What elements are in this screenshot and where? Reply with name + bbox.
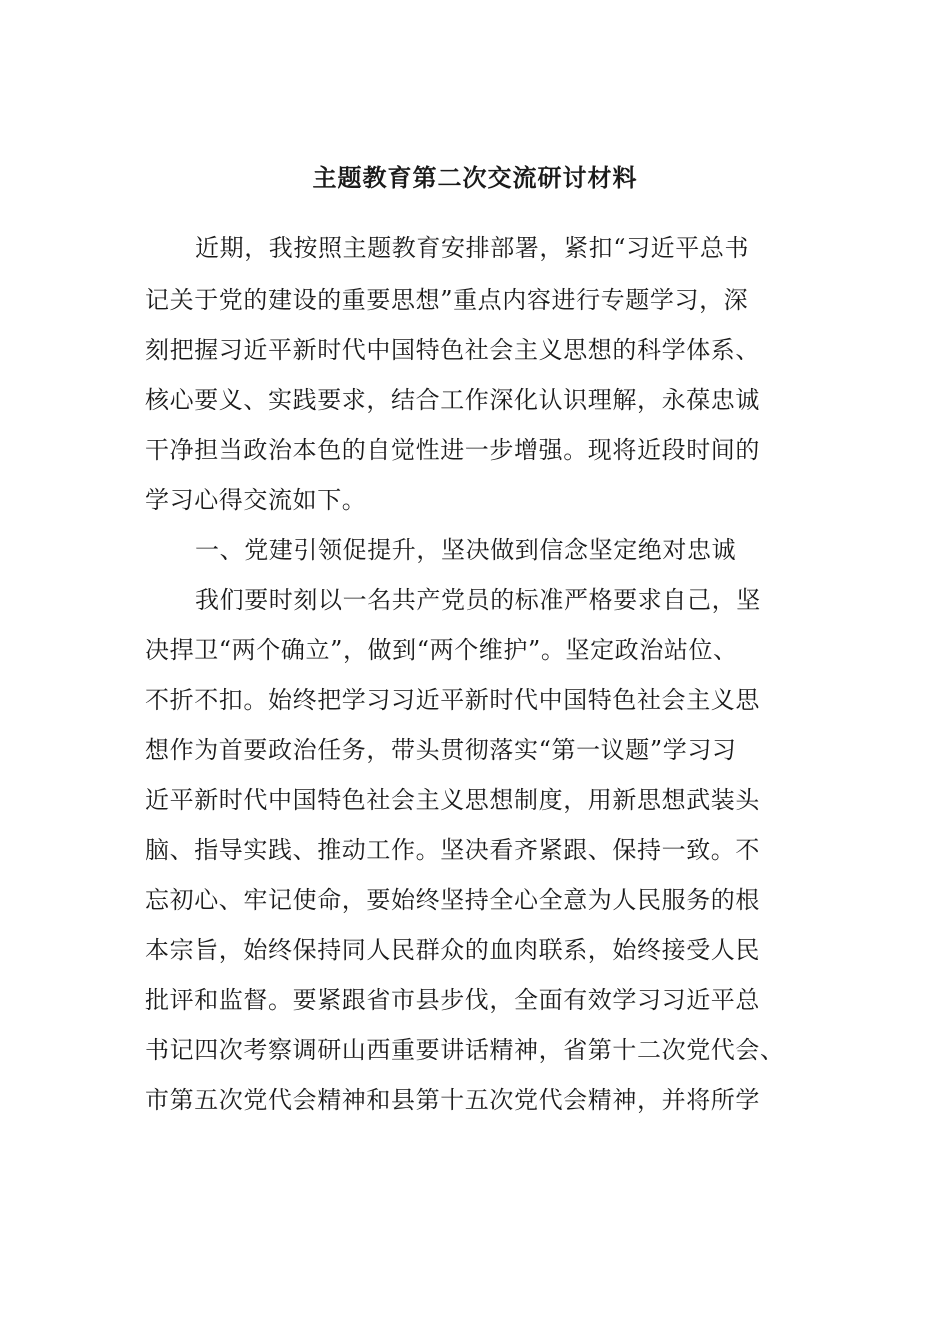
- paragraph-line: 想作为首要政治任务，带头贯彻落实“第一议题”学习习: [145, 736, 737, 764]
- paragraph-line: 忘初心、牢记使命，要始终坚持全心全意为人民服务的根: [145, 886, 760, 914]
- paragraph-line: 近平新时代中国特色社会主义思想制度，用新思想武装头: [145, 786, 760, 814]
- paragraph-line: 脑、指导实践、推动工作。坚决看齐紧跟、保持一致。不: [145, 836, 760, 864]
- paragraph-line: 干净担当政治本色的自觉性进一步增强。现将近段时间的: [145, 436, 760, 464]
- paragraph-line: 市第五次党代会精神和县第十五次党代会精神，并将所学: [145, 1086, 760, 1114]
- section-heading: 一、党建引领促提升，坚决做到信念坚定绝对忠诚: [195, 536, 737, 564]
- paragraph-line: 本宗旨，始终保持同人民群众的血肉联系，始终接受人民: [145, 936, 760, 964]
- paragraph-line: 我们要时刻以一名共产党员的标准严格要求自己，坚: [195, 586, 761, 614]
- paragraph-line: 核心要义、实践要求，结合工作深化认识理解，永葆忠诚: [145, 386, 760, 414]
- paragraph-line: 学习心得交流如下。: [145, 486, 367, 514]
- paragraph-line: 不折不扣。始终把学习习近平新时代中国特色社会主义思: [145, 686, 760, 714]
- paragraph-line: 书记四次考察调研山西重要讲话精神，省第十二次党代会、: [145, 1036, 785, 1064]
- paragraph-line: 记关于党的建设的重要思想”重点内容进行专题学习，深: [145, 286, 749, 314]
- paragraph-line: 决捍卫“两个确立”，做到“两个维护”。坚定政治站位、: [145, 636, 738, 664]
- document-title: 主题教育第二次交流研讨材料: [312, 163, 638, 192]
- paragraph-line: 近期，我按照主题教育安排部署，紧扣“习近平总书: [195, 234, 750, 262]
- paragraph-line: 刻把握习近平新时代中国特色社会主义思想的科学体系、: [145, 336, 760, 364]
- paragraph-line: 批评和监督。要紧跟省市县步伐，全面有效学习习近平总: [145, 986, 760, 1014]
